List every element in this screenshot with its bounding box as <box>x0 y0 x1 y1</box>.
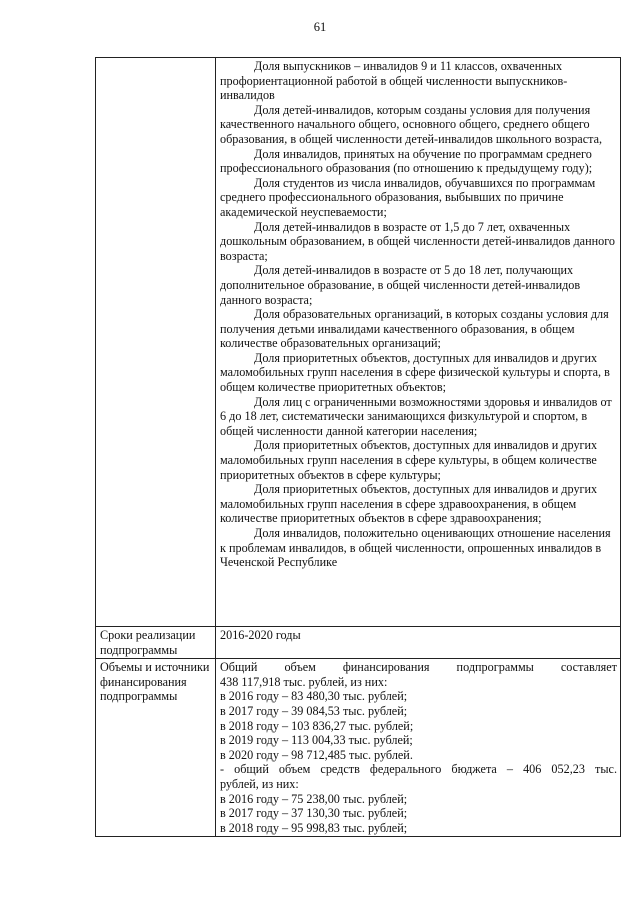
federal-funding-intro: - общий объем средств федерального бюджета – 406 052,23 тыс. <box>220 762 617 777</box>
funding-cell <box>216 659 621 837</box>
table-row-timeline <box>96 627 621 659</box>
indicator-item: Доля инвалидов, положительно оценивающих отношение населения к проблемам инвалидов, в общей численности, опрошенных инвалидов в Чеченской Республике <box>220 526 611 570</box>
subprogram-passport-table <box>95 57 621 837</box>
indicator-item: Доля приоритетных объектов, доступных для инвалидов и других маломобильных групп населения в сфере культуры, в общем количестве приоритетных объектов в сфере культуры; <box>220 438 598 482</box>
page-number: 61 <box>313 20 327 34</box>
row-label-cell <box>96 58 216 627</box>
funding-year-line: в 2016 году – 83 480,30 тыс. рублей; <box>220 689 408 704</box>
indicator-item: Доля приоритетных объектов, доступных для инвалидов и других маломобильных групп населения в сфере физической культуры и спорта, в общем количестве приоритетных объектов; <box>220 350 610 395</box>
indicator-item: Доля детей-инвалидов, которым созданы условия для получения качественного начального общего, основного общего, среднего общего образования, в общей численности детей-инвалидов школьного возраста, <box>220 102 603 146</box>
row-label-timeline: Сроки реализации подпрограммы <box>100 628 196 657</box>
federal-year-line: в 2017 году – 37 130,30 тыс. рублей; <box>220 806 408 821</box>
funding-year-line: в 2019 году – 113 004,33 тыс. рублей; <box>220 733 413 748</box>
indicator-item: Доля лиц с ограниченными возможностями здоровья и инвалидов от 6 до 18 лет, систематически занимающихся физкультурой и спортом, в общей численности данной категории населения; <box>220 394 612 438</box>
indicator-item: Доля приоритетных объектов, доступных для инвалидов и других маломобильных групп населения в сфере здравоохранения, в общем количестве приоритетных объектов в сфере здравоохранения; <box>220 482 598 526</box>
funding-year-line: в 2020 году – 98 712,485 тыс. рублей. <box>220 747 413 762</box>
indicator-item: Доля детей-инвалидов в возрасте от 1,5 до 7 лет, охваченных дошкольным образованием, в общей численности детей-инвалидов данного возраста; <box>220 219 615 263</box>
funding-total-intro: Общий объем финансирования подпрограммы составляет <box>220 660 617 675</box>
funding-year-line: в 2018 году – 103 836,27 тыс. рублей; <box>220 718 414 733</box>
indicator-item: Доля детей-инвалидов в возрасте от 5 до 18 лет, получающих дополнительное образование, в общей численности детей-инвалидов данного возраста; <box>220 263 581 307</box>
row-label-cell <box>96 627 216 659</box>
indicators-cell <box>216 58 621 627</box>
indicator-item: Доля студентов из числа инвалидов, обучавшихся по программам среднего профессионального образования, выбывших по причине академической неуспеваемости; <box>220 175 596 219</box>
funding-year-line: в 2017 году – 39 084,53 тыс. рублей; <box>220 703 408 718</box>
indicator-item: Доля образовательных организаций, в которых созданы условия для получения детьми инвалидами качественного образования, в общем количестве образовательных организаций; <box>220 307 609 351</box>
indicator-item: Доля инвалидов, принятых на обучение по программам среднего профессионального образования (по отношению к предыдущему году); <box>220 146 593 176</box>
timeline-value: 2016-2020 годы <box>220 628 301 642</box>
table-row-funding <box>96 659 621 837</box>
funding-total-value: 438 117,918 тыс. рублей, из них: <box>220 674 388 689</box>
federal-year-line: в 2016 году – 75 238,00 тыс. рублей; <box>220 791 408 806</box>
indicator-item: Доля выпускников – инвалидов 9 и 11 классов, охваченных профориентационной работой в общей численности выпускников-инвалидов <box>220 59 568 103</box>
row-label-funding: Объемы и источники финансирования подпрограммы <box>100 660 210 704</box>
timeline-cell <box>216 627 621 659</box>
federal-year-line: в 2018 году – 95 998,83 тыс. рублей; <box>220 820 408 835</box>
table-row-indicators <box>96 58 621 627</box>
row-label-cell <box>96 659 216 837</box>
federal-funding-cont: рублей, из них: <box>220 776 299 791</box>
